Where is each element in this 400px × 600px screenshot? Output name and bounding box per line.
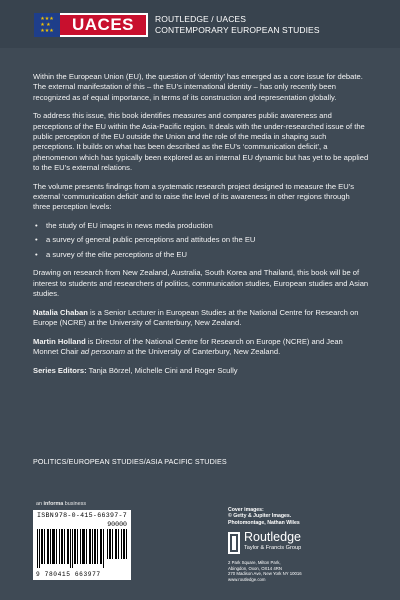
ean-number: 9 780415 663977 [36,571,101,578]
author-name: Natalia Chaban [33,307,88,317]
address-line: 270 Madison Ave, New York NY 10016 [228,571,302,577]
author-bio-italic: ad personam [80,347,126,357]
list-item: • a survey of general public perceptions and attitudes on the EU [33,235,369,245]
series-header [0,0,400,48]
cover-images-label: Cover images: [228,507,264,513]
address-line: 2 Park Square, Milton Park, [228,560,281,565]
cover-images-line1: © Getty & Jupiter Images. [228,513,292,520]
informa-suffix: business [63,501,87,507]
subject-categories: POLITICS/EUROPEAN STUDIES/ASIA PACIFIC STUDIES [33,457,227,466]
series-editors-label: Series Editors: [33,366,87,376]
address-line: Abingdon, Oxon, OX14 4RN [228,565,282,571]
publisher-address [228,560,302,582]
list-item: • the study of EU images in news media production [33,221,369,231]
uaces-logo [34,13,148,37]
isbn-number: 978-0-415-66397-7 [54,512,127,519]
barcode-bars-icon [37,529,105,568]
list-item: • a survey of the elite perceptions of the EU [33,250,369,260]
cover-images-line2: Photomontage, Nathan Wiles [228,519,300,526]
author-bio-text: is a Senior Lecturer in European Studies at the National Centre for Research on Europe (NCRE) at the University of Canterbury, New Zealand. [33,307,359,328]
informa-prefix: an [36,501,44,507]
address-line: www.routledge.com [228,576,266,582]
blurb-paragraph-3: The volume presents findings from a systematic research project designed to measure the EU’s external ‘communication deficit’ and to raise the level of its awareness in other regions through three perception levels: [33,181,355,212]
publisher-name: Routledge [244,530,301,544]
series-title-line1: ROUTLEDGE / UACES [155,14,246,24]
logo-text: UACES [60,13,148,37]
price-barcode-bars-icon [107,529,127,559]
author-bio-text: is Director of the National Centre for Research on Europe (NCRE) and Jean Monnet Chair [33,336,343,357]
series-title [155,14,320,35]
publisher-group: Taylor & Francis Group [244,545,302,551]
author-name: Martin Holland [33,336,86,346]
series-title-line2: CONTEMPORARY EUROPEAN STUDIES [155,24,320,35]
perception-levels-list [33,221,369,260]
author-bio-chaban [33,308,369,329]
informa-brand: informa [43,501,64,507]
price-code: 90000 [107,521,127,528]
routledge-logo-icon [228,532,240,554]
author-bio-holland [33,337,369,358]
blurb-paragraph-4: Drawing on research from New Zealand, Australia, South Korea and Thailand, this book will be of interest to students and researchers of politics, communication studies, European studies and Asian studies. [33,268,369,299]
series-editors [33,366,369,376]
isbn-line [37,512,127,519]
author-bio-text: at the University of Canterbury, New Zealand. [125,347,281,357]
blurb-paragraph-1: Within the European Union (EU), the question of ‘identity’ has emerged as a core issue for debate. The external manifestation of this – the EU’s international identity – has only recently been recognized as of equal importance, in terms of its construction and representation globally. [33,72,363,102]
cover-images-credit [228,507,300,526]
isbn-barcode [33,510,131,580]
blurb-paragraph-2: To address this issue, this book identifies measures and compares public awareness and perceptions of the EU within the Asia-Pacific region. It deals with the under-researched issue of the public perception of the EU outside the Union and the role of the media in shaping such perceptions. It builds on what has been described as the EU’s ‘communication deficit’, a phenomenon which has typically been explored as an internal EU dynamic but has yet to be applied to the EU’s external relations. [33,111,369,172]
informa-business [36,501,86,507]
eu-stars-icon: ★★★ ★ ★ ★★★ [34,13,60,37]
blurb [33,72,369,385]
isbn-label: ISBN [37,512,55,519]
series-editors-names: Tanja Börzel, Michelle Cini and Roger Scully [86,366,238,376]
